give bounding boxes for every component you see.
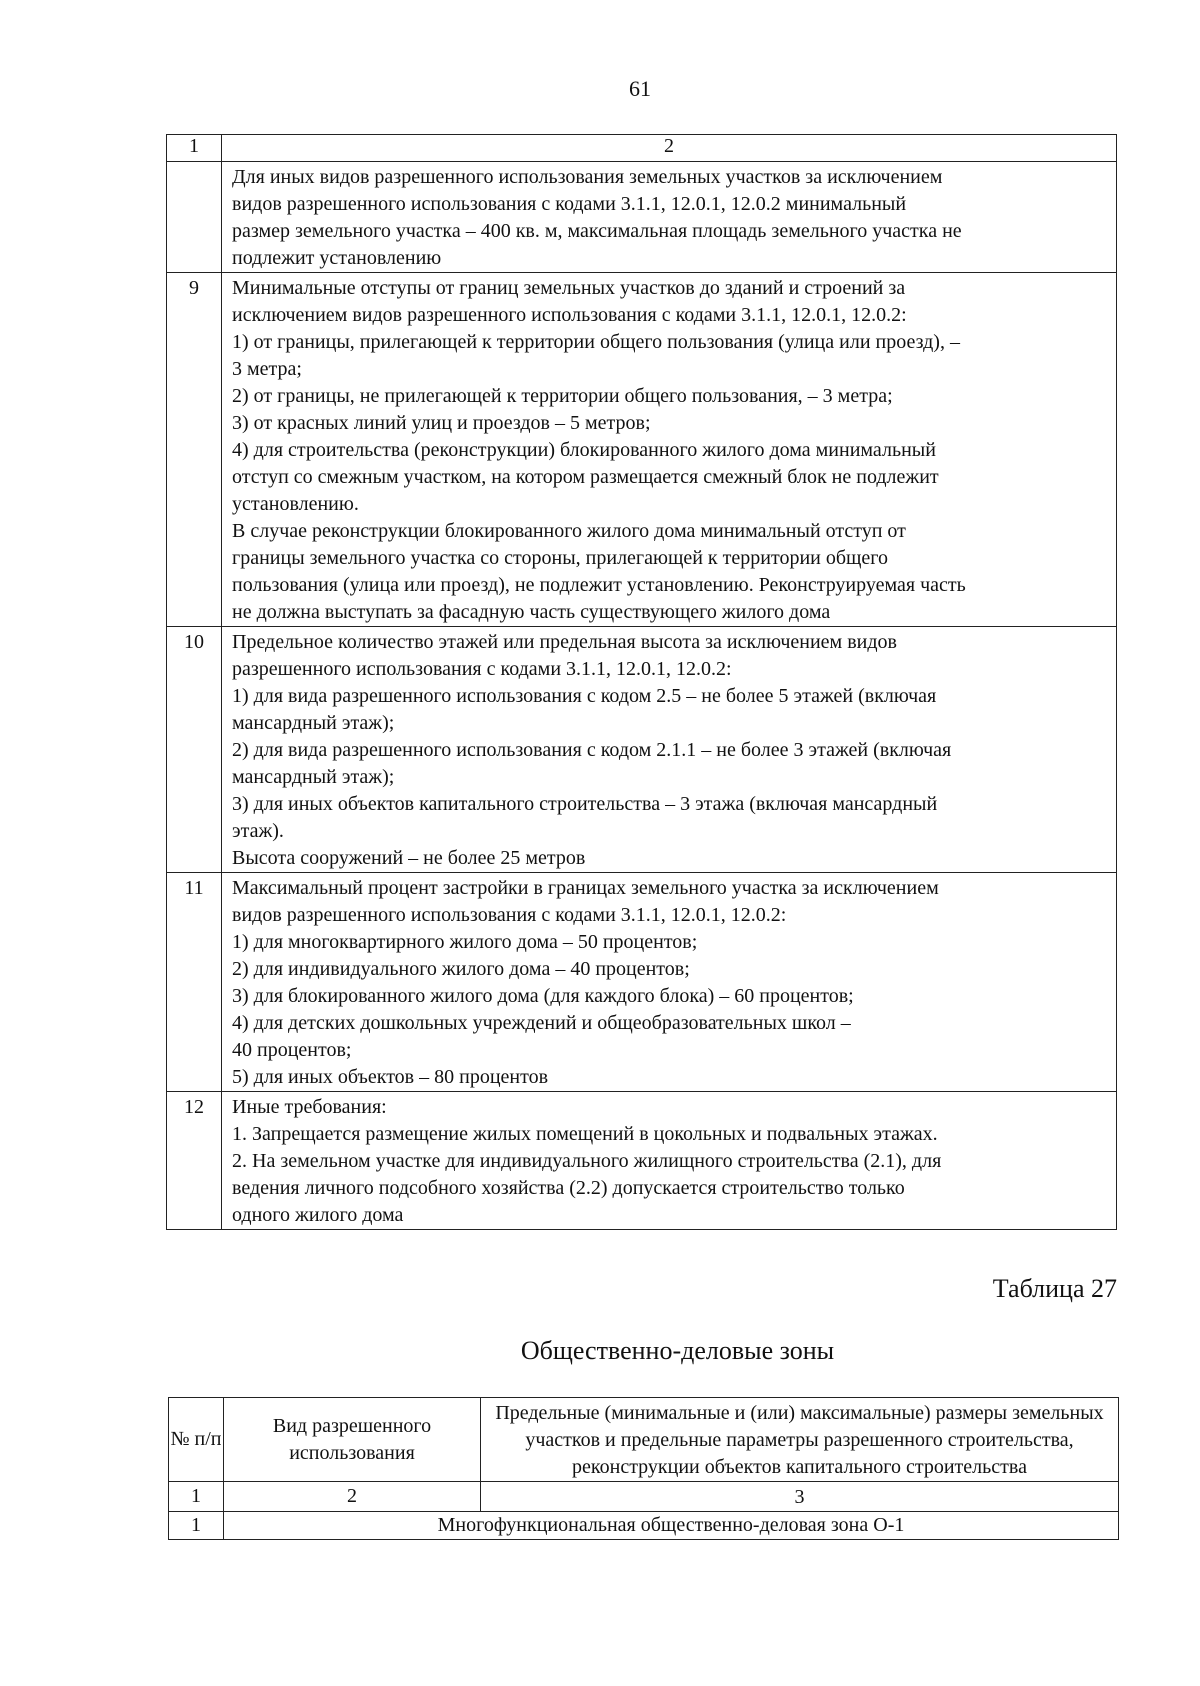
- text-line: Для иных видов разрешенного использования земельных участков за исключением: [232, 166, 943, 188]
- row-number: 9: [167, 273, 222, 627]
- column-index-2: 2: [224, 1482, 481, 1512]
- text-line: подлежит установлению: [232, 247, 442, 269]
- row-number: 10: [167, 627, 222, 873]
- text-line: 1. Запрещается размещение жилых помещений в цокольных и подвальных этажах.: [232, 1123, 938, 1145]
- text-line: 3 метра;: [232, 358, 302, 380]
- text-line: 2) для индивидуального жилого дома – 40 процентов;: [232, 958, 690, 980]
- text-line: размер земельного участка – 400 кв. м, максимальная площадь земельного участка не: [232, 220, 962, 242]
- text-line: 2) для вида разрешенного использования с кодом 2.1.1 – не более 3 этажей (включая: [232, 739, 952, 761]
- row-text: [222, 627, 1117, 873]
- text-line: 1) для вида разрешенного использования с кодом 2.5 – не более 5 этажей (включая: [232, 685, 937, 707]
- column-index-row: [169, 1482, 1119, 1512]
- text-line: 3) от красных линий улиц и проездов – 5 метров;: [232, 412, 651, 434]
- text-line: установлению.: [232, 493, 359, 515]
- text-line: 3) для блокированного жилого дома (для каждого блока) – 60 процентов;: [232, 985, 854, 1007]
- column-index-3: 3: [481, 1482, 1119, 1512]
- text-line: Предельное количество этажей или предельная высота за исключением видов: [232, 631, 897, 653]
- text-line: Иные требования:: [232, 1096, 387, 1118]
- column-number-1: 1: [167, 135, 222, 162]
- text-line: мансардный этаж);: [232, 712, 395, 734]
- text-line: Максимальный процент застройки в границах земельного участка за исключением: [232, 877, 939, 899]
- text-line: мансардный этаж);: [232, 766, 395, 788]
- table-row: [167, 627, 1117, 873]
- text-line: видов разрешенного использования с кодами 3.1.1, 12.0.1, 12.0.2 минимальный: [232, 193, 907, 215]
- table-row: [167, 1092, 1117, 1230]
- text-line: 1) для многоквартирного жилого дома – 50 процентов;: [232, 931, 698, 953]
- text-line: 2. На земельном участке для индивидуального жилищного строительства (2.1), для: [232, 1150, 942, 1172]
- zone-row: [169, 1512, 1119, 1540]
- row-text: [222, 1092, 1117, 1230]
- text-line: 4) для строительства (реконструкции) блокированного жилого дома минимальный: [232, 439, 936, 461]
- text-line: исключением видов разрешенного использования с кодами 3.1.1, 12.0.1, 12.0.2:: [232, 304, 907, 326]
- table-row: [167, 273, 1117, 627]
- table-row: [167, 162, 1117, 273]
- row-text: [222, 273, 1117, 627]
- row-text: [222, 873, 1117, 1092]
- text-line: видов разрешенного использования с кодами 3.1.1, 12.0.1, 12.0.2:: [232, 904, 787, 926]
- row-number: 11: [167, 873, 222, 1092]
- table-row: [167, 873, 1117, 1092]
- section-title: Общественно-деловые зоны: [520, 1336, 835, 1365]
- table-caption: Таблица 27: [992, 1274, 1117, 1303]
- zone-label: Многофункциональная общественно-деловая зона О-1: [224, 1512, 1119, 1540]
- text-line: 5) для иных объектов – 80 процентов: [232, 1066, 549, 1088]
- header-parameters: Предельные (минимальные и (или) максимальные) размеры земельных участков и предельные параметры разрешенного строительства, реконструкции объектов капитального строительства: [481, 1398, 1119, 1482]
- page-number: 61: [629, 76, 651, 101]
- column-index-1: 1: [169, 1482, 224, 1512]
- text-line: ведения личного подсобного хозяйства (2.2) допускается строительство только: [232, 1177, 905, 1199]
- text-line: разрешенного использования с кодами 3.1.1, 12.0.1, 12.0.2:: [232, 658, 732, 680]
- text-line: Минимальные отступы от границ земельных участков до зданий и строений за: [232, 277, 906, 299]
- header-use-type: Вид разрешенного использования: [224, 1398, 481, 1482]
- row-number: 12: [167, 1092, 222, 1230]
- text-line: одного жилого дома: [232, 1204, 404, 1226]
- column-number-2: 2: [222, 135, 1117, 162]
- text-line: этаж).: [232, 820, 284, 842]
- table-header-row: [169, 1398, 1119, 1482]
- regulations-table: [166, 134, 1117, 1230]
- text-line: 4) для детских дошкольных учреждений и общеобразовательных школ –: [232, 1012, 851, 1034]
- text-line: отступ со смежным участком, на котором размещается смежный блок не подлежит: [232, 466, 939, 488]
- zone-number: 1: [169, 1512, 224, 1540]
- row-text: [222, 162, 1117, 273]
- text-line: 1) от границы, прилегающей к территории общего пользования (улица или проезд), –: [232, 331, 960, 353]
- table-header-row: [167, 135, 1117, 162]
- text-line: 3) для иных объектов капитального строительства – 3 этажа (включая мансардный: [232, 793, 938, 815]
- text-line: границы земельного участка со стороны, прилегающей к территории общего: [232, 547, 889, 569]
- text-line: 2) от границы, не прилегающей к территории общего пользования, – 3 метра;: [232, 385, 893, 407]
- text-line: 40 процентов;: [232, 1039, 352, 1061]
- text-line: В случае реконструкции блокированного жилого дома минимальный отступ от: [232, 520, 906, 542]
- zones-table: [168, 1397, 1119, 1540]
- text-line: не должна выступать за фасадную часть существующего жилого дома: [232, 601, 831, 623]
- row-number: [167, 162, 222, 273]
- text-line: Высота сооружений – не более 25 метров: [232, 847, 586, 869]
- text-line: пользования (улица или проезд), не подлежит установлению. Реконструируемая часть: [232, 574, 966, 596]
- header-number: № п/п: [169, 1398, 224, 1482]
